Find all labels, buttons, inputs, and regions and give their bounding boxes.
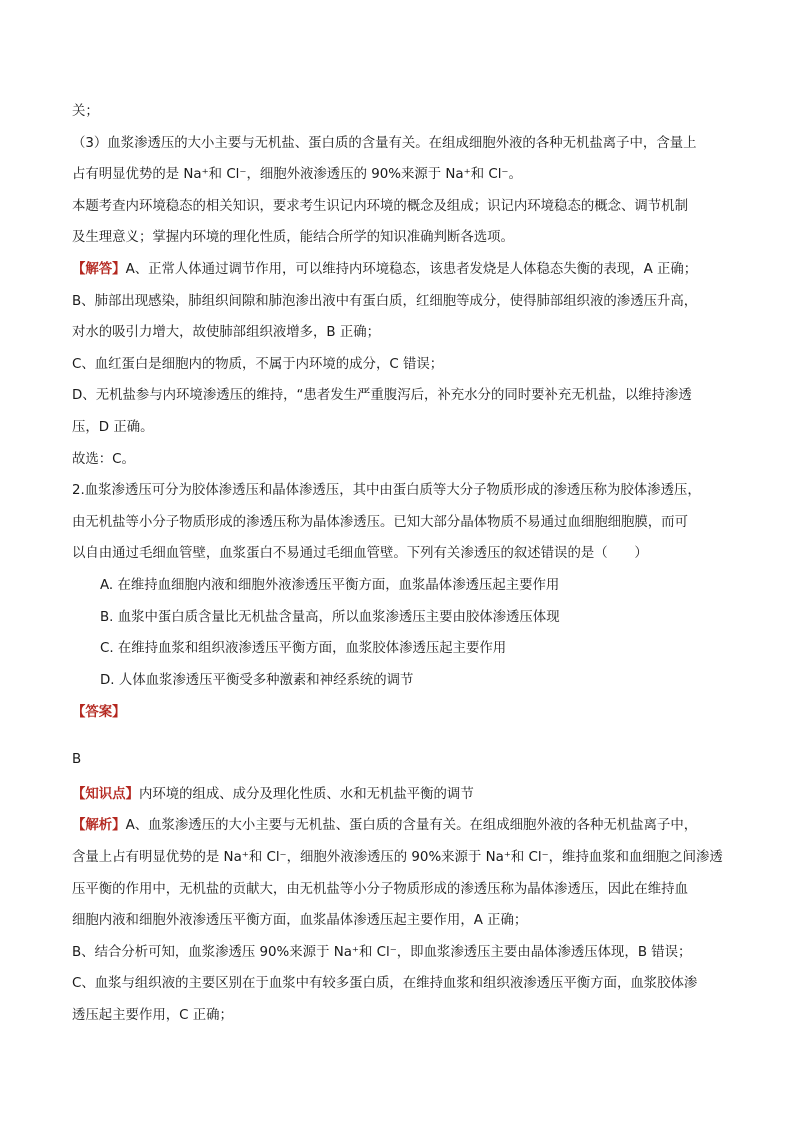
text-span: A、正常人体通过调节作用，可以维持内环境稳态，该患者发烧是人体稳态失衡的表现，A 正确； (125, 262, 698, 277)
text-line: 压平衡的作用中，无机盐的贡献大，由无机盐等小分子物质形成的渗透压称为晶体渗透压，因此在维持血 (72, 882, 688, 897)
text-line: D、无机盐参与内环境渗透压的维持，“患者发生严重腹泻后，补充水分的同时要补充无机盐，以维持渗透 (72, 388, 692, 403)
text-line: B、结合分析可知，血浆渗透压 90%来源于 Na⁺和 Cl⁻，即血浆渗透压主要由晶体渗透压体现，B 错误； (72, 945, 692, 960)
text-line: 故选：C。 (72, 452, 135, 467)
text-line: 含量上占有明显优势的是 Na⁺和 Cl⁻，细胞外液渗透压的 90%来源于 Na⁺和 Cl⁻，维持血浆和血细胞之间渗透 (72, 850, 723, 865)
text-line: 细胞内液和细胞外液渗透压平衡方面，血浆晶体渗透压起主要作用，A 正确； (72, 913, 528, 928)
knowledge-point-line (72, 785, 732, 805)
text-line: C、血浆与组织液的主要区别在于血浆中有较多蛋白质，在维持血浆和组织液渗透压平衡方面，血浆胶体渗 (72, 976, 698, 991)
text-line: 占有明显优势的是 Na⁺和 Cl⁻，细胞外液渗透压的 90%来源于 Na⁺和 Cl⁻。 (72, 167, 522, 182)
option-c: C. 在维持血浆和组织液渗透压平衡方面，血浆胶体渗透压起主要作用 (100, 641, 507, 656)
answer-explanation-line (72, 260, 732, 280)
text-line: B、肺部出现感染，肺组织间隙和肺泡渗出液中有蛋白质，红细胞等成分，使得肺部组织液的渗透压升高， (72, 294, 698, 309)
answer-heading (72, 703, 732, 723)
option-d: D. 人体血浆渗透压平衡受多种激素和神经系统的调节 (100, 673, 414, 688)
question-stem-line: 以自由通过毛细血管壁，血浆蛋白不易通过毛细血管壁。下列有关渗透压的叙述错误的是（ ） (72, 546, 648, 561)
section-tag-jieda: 【解答】 (72, 262, 126, 277)
section-tag-jiexi: 【解析】 (72, 818, 126, 833)
option-b: B. 血浆中蛋白质含量比无机盐含量高，所以血浆渗透压主要由胶体渗透压体现 (100, 610, 560, 625)
analysis-line (72, 816, 732, 836)
text-line: C、血红蛋白是细胞内的物质，不属于内环境的成分，C 错误； (72, 357, 444, 372)
text-line: 透压起主要作用，C 正确； (72, 1008, 233, 1023)
question-stem-line: 由无机盐等小分子物质形成的渗透压称为晶体渗透压。已知大部分晶体物质不易通过血细胞细胞膜，而可 (72, 515, 688, 530)
text-line: （3）血浆渗透压的大小主要与无机盐、蛋白质的含量有关。在组成细胞外液的各种无机盐离子中，含量上 (72, 136, 697, 151)
question-stem-line: 2.血浆渗透压可分为胶体渗透压和晶体渗透压，其中由蛋白质等大分子物质形成的渗透压称为胶体渗透压， (72, 483, 701, 498)
option-a: A. 在维持血细胞内液和细胞外液渗透压平衡方面，血浆晶体渗透压起主要作用 (100, 578, 560, 593)
answer-value: B (72, 752, 82, 767)
text-line: 关； (72, 104, 99, 119)
text-span: 内环境的组成、成分及理化性质、水和无机盐平衡的调节 (138, 787, 474, 802)
text-line: 及生理意义；掌握内环境的理化性质，能结合所学的知识准确判断各选项。 (72, 230, 514, 245)
text-line: 压，D 正确。 (72, 420, 154, 435)
text-line: 对水的吸引力增大，故使肺部组织液增多，B 正确； (72, 325, 381, 340)
section-tag-zhishidian: 【知识点】 (72, 787, 139, 802)
text-line: 本题考查内环境稳态的相关知识，要求考生识记内环境的概念及组成；识记内环境稳态的概念、调节机制 (72, 199, 688, 214)
text-span: A、血浆渗透压的大小主要与无机盐、蛋白质的含量有关。在组成细胞外液的各种无机盐离子中， (125, 818, 698, 833)
section-tag-daan: 【答案】 (72, 705, 126, 720)
